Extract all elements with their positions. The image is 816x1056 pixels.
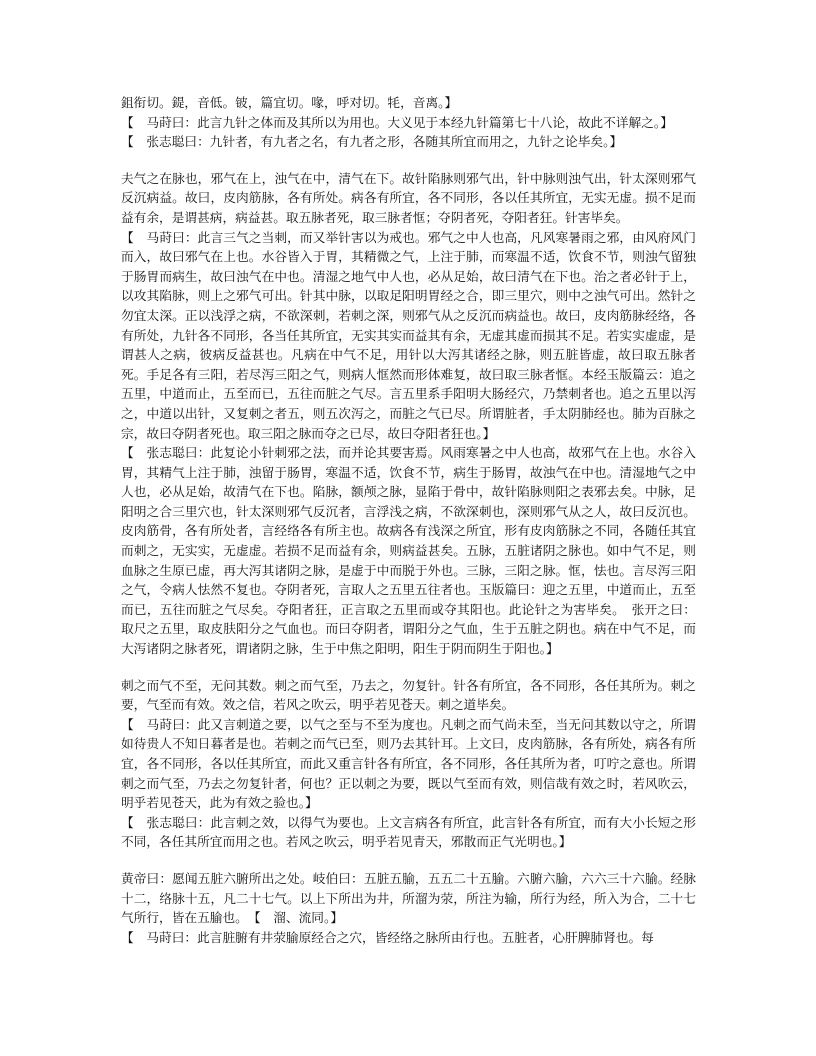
main-text-paragraph: 黄帝曰：愿闻五脏六腑所出之处。岐伯曰：五脏五腧，五五二十五腧。六腑六腧，六六三十六腧。经脉十二，络脉十五，凡二十七气。以上下所出为井，所溜为荥，所注为输，所行为经，所入为合，二十七气所行，皆在五腧也。 【 溜、流同。】 [121,870,696,926]
paragraph-gap [121,852,696,869]
paragraph-gap [121,659,696,676]
commentary-zhang-zhicong: 【 张志聪曰：此复论小针刺邪之法，而并论其要害焉。风雨寒暑之中人也高，故邪气在上也。水谷入胃，其精气上注于肺，浊留于肠胃，寒温不适，饮食不节，病生于肠胃，故浊气在中也。清湿地气之中人也，必从足始，故清气在下也。陷脉，额颅之脉，显陷于骨中，故针陷脉则阳之表邪去矣。中脉，足阳明之合三里穴也，针太深则邪气反沉者，言浮浅之病，不欲深刺也，深则邪气从之人，故曰反沉也。皮肉筋骨，各有所处者，言经络各有所主也。故病各有浅深之所宜，形有皮肉筋脉之不同，各随任其宜而刺之，无实实，无虚虚。若损不足而益有余，则病益甚矣。五脉，五脏诸阴之脉也。如中气不足，则血脉之生原已虚，再大泻其诸阴之脉，是虚于中而脱于外也。三脉，三阳之脉。恇，怯也。言尽泻三阳之气，令病人怯然不复也。夺阴者死，言取人之五里五往者也。玉版篇曰：迎之五里，中道而止，五至而已，五往而脏之气尽矣。夺阳者狂，正言取之五里而或夺其阳也。此论针之为害毕矣。 张开之曰：取尺之五里，取皮肤阳分之气血也。而曰夺阴者，谓阳分之气血，生于五脏之阴也。病在中气不足，而大泻诸阴之脉者死，谓诸阴之脉，生于中焦之阳明，阳生于阴而阴生于阳也。】 [121,445,696,657]
main-text-paragraph: 刺之而气不至，无问其数。刺之而气至，乃去之，勿复针。针各有所宜，各不同形，各任其所为。刺之要，气至而有效。效之信，若风之吹云，明乎若见苍天。刺之道毕矣。 [121,677,696,713]
commentary-ma-shi: 【 马莳曰：此言脏腑有井荥腧原经合之穴，皆经络之脉所由行也。五脏者，心肝脾肺肾也。每 [121,929,654,945]
commentary-ma-shi: 【 马莳曰：此又言刺道之要，以气之至与不至为度也。凡刺之而气尚未至，当无问其数以守之，所谓如待贵人不知日暮者是也。若刺之而气已至，则乃去其针耳。上文曰，皮肉筋脉，各有所处，病各有所宜，各不同形，各以任其所宜，而此又重言针各有所宜，各不同形，各任其所为者，叮咛之意也。所谓刺之而气至，乃去之勿复针者，何也？正以刺之为要，既以气至而有效，则信哉有效之时，若风吹云，明乎若见苍天，此为有效之验也。】 [121,716,696,811]
commentary-ma-shi: 【 马莳曰：此言三气之当刺，而又举针害以为戒也。邪气之中人也高，凡风寒暑雨之邪，由风府风门而入，故曰邪气在上也。水谷皆入于胃，其精微之气，上注于肺，而寒温不适，饮食不节，则浊气留独于肠胃而病生，故曰浊气在中也。清湿之地气中人也，必从足始，故曰清气在下也。治之者必针于上，以攻其陷脉，则上之邪气可出。针其中脉，以取足阳明胃经之合，即三里穴，则中之浊气可出。然针之勿宜太深。正以浅浮之病，不欲深刺，若刺之深，则邪气从之反沉而病益也。故曰，皮肉筋脉经络，各有所处，九针各不同形，各当任其所宜，无实其实而益其有余，无虚其虚而损其不足。若实实虚虚，是谓甚人之病，彼病反益甚也。凡病在中气不足，用针以大泻其诸经之脉，则五脏皆虚，故曰取五脉者死。手足各有三阳，若尽泻三阳之气，则病人恇然而形体难复，故曰取三脉者恇。本经玉版篇云：追之五里，中道而止，五至而已，五往而脏之气尽。言五里系手阳明大肠经穴，乃禁刺者也。追之五里以泻之，中道以出针，又复刺之者五，则五次泻之，而脏之气已尽。所谓脏者，手太阴肺经也。肺为百脉之宗，故曰夺阴者死也。取三阳之脉而夺之已尽，故曰夺阳者狂也。】 [121,229,696,441]
text-line: 鉏衔切。鍉，音低。铍，篇宜切。喙，呼对切。牦，音离。】 [121,95,458,110]
commentary-ma-shi: 【 马莳曰：此言九针之体而及其所以为用也。大义见于本经九针篇第七十八论，故此不详解之。】 [121,114,673,130]
document-page [121,93,696,947]
main-text-paragraph: 夫气之在脉也，邪气在上，浊气在中，清气在下。故针陷脉则邪气出，针中脉则浊气出，针太深则邪气反沉病益。故曰，皮肉筋脉，各有所处。病各有所宜，各不同形，各以任其所宜，无实无虚。损不足而益有余，是谓甚病，病益甚。取五脉者死，取三脉者恇；夺阴者死，夺阳者狂。针害毕矣。 [121,170,696,225]
commentary-zhang-zhicong: 【 张志聪曰：九针者，有九者之名，有九者之形，各随其所宜而用之，九针之论毕矣。】 [121,134,623,150]
paragraph-gap [121,152,696,169]
commentary-zhang-zhicong: 【 张志聪曰：此言刺之效，以得气为要也。上文言病各有所宜，此言针各有所宜，而有大小长短之形不同，各任其所宜而用之也。若风之吹云，明乎若见青天，邪散而正气光明也。】 [121,814,696,850]
